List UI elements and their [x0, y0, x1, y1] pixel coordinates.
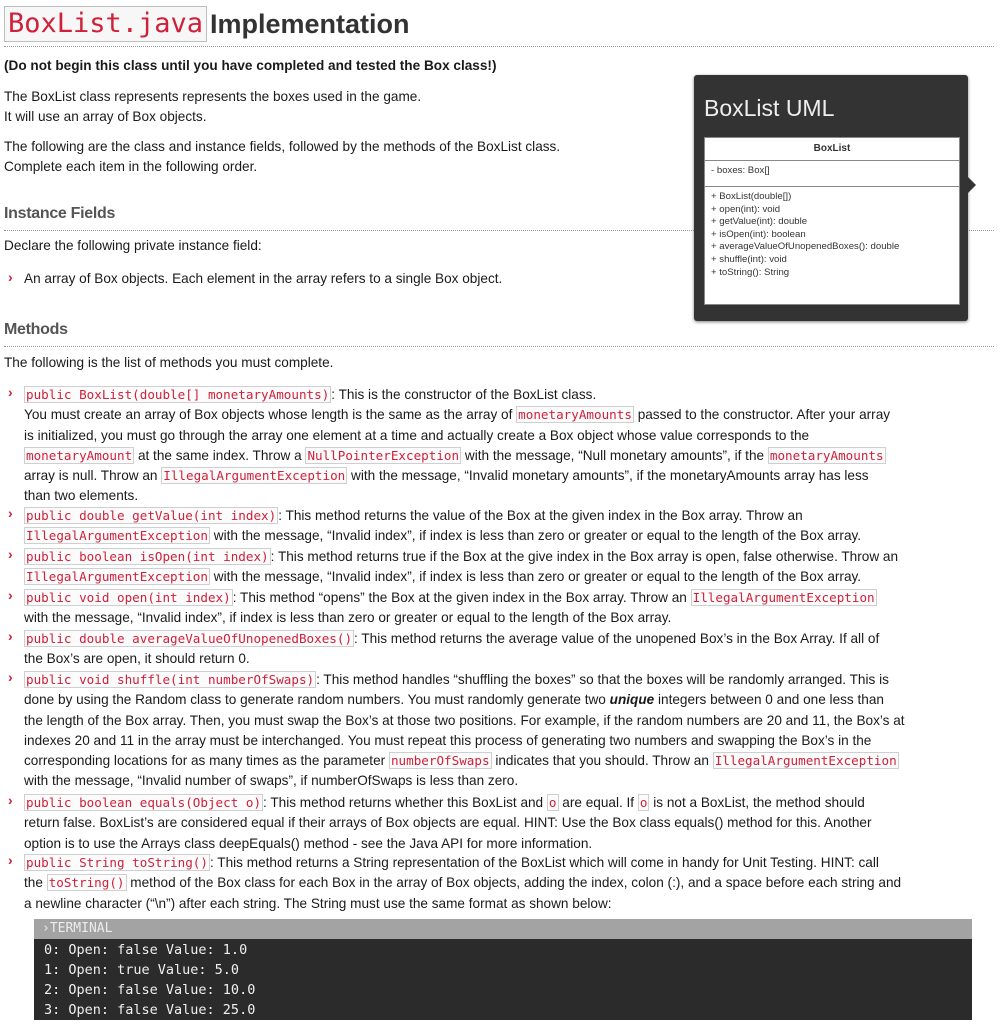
uml-method: + toString(): String: [711, 266, 790, 278]
code-ref: o: [639, 795, 648, 810]
prerequisite-note: (Do not begin this class until you have completed and tested the Box class!): [4, 58, 497, 73]
terminal-output: [34, 919, 972, 1020]
code-ref: IllegalArgumentException: [714, 753, 897, 769]
method-getvalue: [24, 506, 994, 547]
method-text: method of the Box class for each Box in the array of Box objects, adding the index, colon (:), and a space before each string and: [130, 875, 902, 891]
method-text: : This method handles “shuffling the boxes” so that the boxes will be randomly arranged. This is: [316, 672, 889, 687]
method-text: : This method returns whether this BoxList and: [263, 795, 544, 810]
terminal-line: 2: Open: false Value: 10.0: [44, 982, 256, 998]
instance-field-item: An array of Box objects. Each element in the array refers to a single Box object.: [24, 271, 503, 286]
terminal-body: [34, 939, 972, 1020]
code-ref: numberOfSwaps: [390, 753, 490, 769]
method-text: : This is the constructor of the BoxList class.: [331, 387, 597, 402]
method-text: with the message, “Invalid index”, if index is less than zero or greater or equal to the length of the Box array.: [24, 610, 672, 626]
method-text: integers between 0 and one less than: [657, 692, 884, 708]
method-signature: public String toString(): [26, 855, 208, 870]
method-text: with the message, “Null monetary amounts”, if the: [464, 447, 765, 463]
terminal-line: 3: Open: false Value: 25.0: [44, 1002, 256, 1018]
method-signature: public double averageValueOfUnopenedBoxes(): [26, 631, 353, 646]
methods-heading-text: Methods: [4, 321, 68, 338]
page-title: [4, 2, 994, 47]
uml-method: + BoxList(double[]): [711, 191, 792, 202]
method-text: : This method returns true if the Box at the give index in the Box array is open, false otherwise. Throw an: [270, 549, 899, 564]
method-constructor: [24, 385, 994, 507]
method-text: than two elements.: [24, 488, 139, 504]
uml-class-name: BoxList: [705, 138, 959, 161]
method-text: are equal. If: [562, 795, 635, 810]
method-text: indexes 20 and 11 in the array must be interchanged. You must repeat this process of generating two numbers and swapping the Box’s in the: [24, 732, 872, 748]
methods-intro: The following is the list of methods you must complete.: [4, 355, 334, 370]
method-text: indicates that you should. Throw an: [495, 753, 709, 769]
method-text: return false. BoxList’s are considered equal if their arrays of Box objects are equal. HINT: Use the Box class equals() method for this. Another: [24, 815, 872, 831]
method-text: done by using the Random class to generate random numbers. You must randomly generate two: [24, 692, 606, 708]
method-signature: public boolean equals(Object o): [26, 795, 262, 810]
method-text: the length of the Box array. Then, you must swap the Box’s at those two positions. For example, if the random numbers are 20 and 11, the Box’s at: [24, 712, 905, 728]
method-signature: public void shuffle(int numberOfSwaps): [26, 672, 315, 687]
instance-fields-text: Declare the following private instance field:: [4, 238, 262, 253]
method-signature: public boolean isOpen(int index): [26, 549, 269, 564]
method-text: with the message, “Invalid index”, if index is less than zero or greater or equal to the length of the Box array.: [213, 569, 862, 585]
terminal-label: ›TERMINAL: [34, 919, 972, 939]
method-text: : This method “opens” the Box at the given index in the Box array. Throw an: [232, 590, 687, 605]
method-text: : This method returns the average value of the unopened Box’s in the Box Array. If all of: [354, 631, 880, 646]
uml-methods: [705, 187, 959, 279]
method-text: the: [24, 875, 43, 891]
chevron-right-icon: ›: [8, 628, 13, 644]
method-text: with the message, “Invalid number of swaps”, if numberOfSwaps is less than zero.: [24, 773, 519, 789]
method-signature: public double getValue(int index): [26, 508, 277, 523]
method-text: passed to the constructor. After your array: [637, 407, 891, 423]
chevron-right-icon: ›: [8, 792, 13, 808]
code-ref: o: [548, 795, 557, 810]
method-shuffle: [24, 670, 994, 792]
code-ref: toString(): [48, 875, 125, 891]
method-text: : This method returns a String representation of the BoxList which will come in handy for Unit Testing. HINT: call: [209, 855, 879, 870]
caret-right-icon: [968, 177, 976, 193]
uml-class-diagram: [704, 137, 960, 305]
method-text: is initialized, you must go through the array one element at a time and actually create a Box object whose value corresponds to the: [24, 427, 810, 443]
uml-method: + open(int): void: [711, 203, 781, 215]
method-open: [24, 588, 994, 629]
method-text: at the same index. Throw a: [137, 447, 302, 463]
code-ref: IllegalArgumentException: [692, 590, 875, 605]
uml-title: BoxList UML: [704, 95, 835, 121]
terminal-line: 1: Open: true Value: 5.0: [44, 962, 240, 978]
intro-line-2: It will use an array of Box objects.: [4, 109, 207, 124]
uml-method: + averageValueOfUnopenedBoxes(): double: [711, 241, 900, 253]
method-text: : This method returns the value of the Box at the given index in the Box array. Throw an: [278, 508, 803, 523]
chevron-right-icon: ›: [8, 546, 13, 562]
chevron-right-icon: ›: [8, 269, 13, 285]
method-signature: public void open(int index): [26, 590, 231, 605]
intro-line-4: Complete each item in the following order.: [4, 159, 258, 174]
method-text: with the message, “Invalid index”, if index is less than zero or greater or equal to the length of the Box array.: [213, 528, 862, 544]
intro-line-1: The BoxList class represents represents the boxes used in the game.: [4, 89, 422, 104]
title-text: Implementation: [210, 9, 410, 39]
code-ref: monetaryAmounts: [769, 447, 884, 463]
uml-method: + getValue(int): double: [711, 216, 808, 228]
method-text: a newline character (“\n”) after each string. The String must use the same format as shown below:: [24, 895, 612, 911]
methods-heading: [4, 321, 994, 347]
chevron-right-icon: ›: [8, 852, 13, 868]
terminal-line: 0: Open: false Value: 1.0: [44, 942, 248, 958]
code-ref: NullPointerException: [307, 447, 460, 463]
uml-fields: - boxes: Box[]: [705, 161, 959, 187]
method-text: array is null. Throw an: [24, 468, 158, 484]
chevron-right-icon: ›: [8, 669, 13, 685]
uml-card: [694, 75, 968, 321]
uml-method: + shuffle(int): void: [711, 253, 787, 265]
method-average: [24, 629, 994, 670]
chevron-right-icon: ›: [8, 505, 13, 521]
method-text: the Box’s are open, it should return 0.: [24, 651, 250, 667]
method-text: with the message, “Invalid monetary amounts”, if the monetaryAmounts array has less: [351, 468, 869, 484]
uml-method: + isOpen(int): boolean: [711, 228, 806, 240]
instance-fields-heading-text: Instance Fields: [4, 205, 116, 222]
title-filename: BoxList.java: [4, 6, 207, 42]
chevron-right-icon: ›: [8, 384, 13, 400]
intro-line-3: The following are the class and instance fields, followed by the methods of the BoxList class.: [4, 139, 561, 154]
method-text: is not a BoxList, the method should: [653, 795, 865, 810]
code-ref: IllegalArgumentException: [26, 569, 208, 585]
method-tostring: [24, 853, 994, 914]
method-isopen: [24, 547, 994, 588]
emphasis: unique: [609, 692, 655, 708]
code-ref: monetaryAmount: [26, 447, 133, 463]
method-text: You must create an array of Box objects whose length is the same as the array of: [24, 407, 513, 423]
method-text: option is to use the Arrays class deepEquals() method - see the Java API for more information.: [24, 835, 593, 851]
method-equals: [24, 793, 994, 854]
method-signature: public BoxList(double[] monetaryAmounts): [26, 387, 330, 402]
code-ref: IllegalArgumentException: [26, 528, 208, 544]
chevron-right-icon: ›: [8, 587, 13, 603]
method-text: corresponding locations for as many times as the parameter: [24, 753, 386, 769]
code-ref: monetaryAmounts: [518, 407, 632, 423]
code-ref: IllegalArgumentException: [163, 468, 346, 484]
